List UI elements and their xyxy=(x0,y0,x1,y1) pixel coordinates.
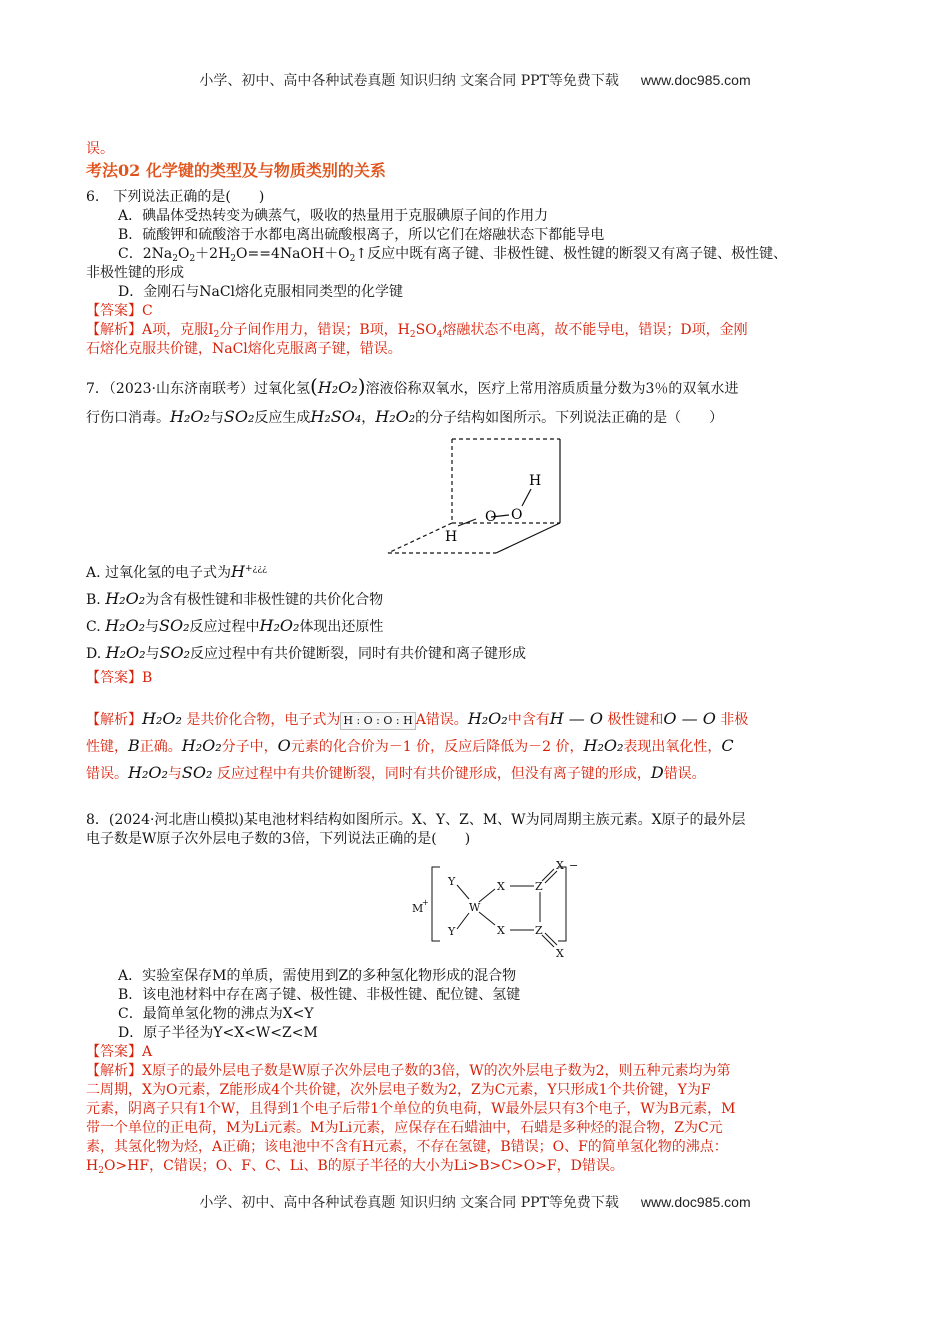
q8-analysis-line6: $H_2O>HF$，C错误；O、F、C、Li、B的原子半径的大小为Li>B>C>O>F，D错误。 xyxy=(86,1158,624,1176)
dot-formula-box: H : O : O : H xyxy=(340,712,415,730)
svg-text:−: − xyxy=(569,859,579,872)
h2o2-structure-figure xyxy=(86,433,866,559)
prev-tail: 误。 xyxy=(86,141,114,157)
q8-answer: 【答案】A xyxy=(86,1044,153,1060)
q6-analysis-line2: 石熔化克服共价键，NaCl熔化克服离子键，错误。 xyxy=(86,341,402,357)
svg-text:X: X xyxy=(497,924,505,937)
fig-h-top: H xyxy=(529,473,542,489)
svg-text:Y: Y xyxy=(448,925,456,938)
svg-text:X: X xyxy=(556,859,564,872)
q8-option-a: A．实验室保存M的单质，需使用到Z的多种氢化物形成的混合物 xyxy=(118,968,517,984)
q7-analysis-line3: 错误。H₂O₂与SO₂ 反应过程中有共价键断裂，同时有共价键形成，但没有离子键的形成，D错误。 xyxy=(86,763,706,782)
q7-option-d: D. H₂O₂与SO₂反应过程中有共价键断裂，同时有共价键和离子键形成 xyxy=(86,643,527,662)
question-8 xyxy=(86,811,866,1176)
fig-o-right: O xyxy=(511,507,523,523)
battery-material-figure xyxy=(86,849,866,967)
fig-o-left: O xyxy=(485,509,497,525)
svg-text:M: M xyxy=(412,902,424,915)
fig-h-bottom: H xyxy=(445,529,458,545)
q8-option-b: B．该电池材料中存在离子键、极性键、非极性键、配位键、氢键 xyxy=(118,987,521,1003)
svg-text:X: X xyxy=(556,947,564,960)
svg-text:Z: Z xyxy=(535,924,543,937)
q6-option-c: C．$2Na_2O_2+2H_2O==4NaOH+O_2↑$反应中既有离子键、非极性键、极性键的断裂又有离子键、极性键、 xyxy=(118,246,788,264)
header-site[interactable]: www.doc985.com xyxy=(640,72,751,88)
svg-text:Y: Y xyxy=(448,875,456,888)
q7-stem-line2: 行伤口消毒。H₂O₂与SO₂反应生成H₂SO₄，H₂O₂的分子结构如图所示。下列说法正确的是（ ） xyxy=(86,407,724,426)
page-header xyxy=(0,70,950,90)
q6-stem: 6. 下列说法正确的是( ) xyxy=(86,189,265,205)
q8-analysis: 【解析】X原子的最外层电子数是W原子次外层电子数的3倍，W的次外层电子数为2，则五种元素均为第 xyxy=(86,1063,731,1079)
q8-analysis-line3: 元素，阴离子只有1个W，且得到1个电子后带1个单位的负电荷，W最外层只有3个电子，W为B元素，M xyxy=(86,1101,736,1117)
svg-text:+: + xyxy=(422,898,429,907)
svg-text:X: X xyxy=(497,880,505,893)
q7-option-b: B. H₂O₂为含有极性键和非极性键的共价化合物 xyxy=(86,589,384,608)
q6-option-d: D．金刚石与NaCl熔化克服相同类型的化学键 xyxy=(118,284,404,300)
q7-analysis: 【解析】H₂O₂ 是共价化合物，电子式为 H : O : O : H A错误。H₂O₂中含有H — O 极性键和O — O 非极 xyxy=(86,709,749,728)
section-title: 考法02 化学键的类型及与物质类别的关系 xyxy=(86,161,386,180)
q6-option-c-line2: 非极性键的形成 xyxy=(86,265,184,281)
question-7 xyxy=(86,373,866,787)
question-6 xyxy=(86,188,866,359)
q7-answer: 【答案】B xyxy=(86,670,153,686)
svg-text:Z: Z xyxy=(535,880,543,893)
header-text: 小学、初中、高中各种试卷真题 知识归纳 文案合同 PPT等免费下载 xyxy=(199,73,619,89)
q8-analysis-line5: 素，其氢化物为烃，A正确；该电池中不含有H元素，不存在氢键，B错误；O、F的简单氢化物的沸点： xyxy=(86,1139,728,1155)
q8-analysis-line2: 二周期，X为O元素，Z能形成4个共价键，次外层电子数为2，Z为C元素，Y只形成1个共价键，Y为F xyxy=(86,1082,711,1098)
page-content xyxy=(86,140,866,1176)
q8-option-d: D．原子半径为Y<X<W<Z<M xyxy=(118,1025,318,1041)
q8-stem-line2: 电子数是W原子次外层电子数的3倍，下列说法正确的是( ) xyxy=(86,831,471,847)
q6-analysis: 【解析】A项，克服$I_2$分子间作用力，错误；B项，$H_2SO_4$熔融状态不电离，故不能导电，错误；D项，金刚 xyxy=(86,322,748,340)
footer-site[interactable]: www.doc985.com xyxy=(640,1194,751,1210)
q8-analysis-line4: 带一个单位的正电荷，M为Li元素。M为Li元素，应保存在石蜡油中，石蜡是多种烃的混合物，Z为C元 xyxy=(86,1120,723,1136)
svg-text:W: W xyxy=(469,901,481,914)
q6-answer: 【答案】C xyxy=(86,303,153,319)
q6-option-a: A．碘晶体受热转变为碘蒸气，吸收的热量用于克服碘原子间的作用力 xyxy=(118,208,549,224)
q8-option-c: C．最简单氢化物的沸点为X<Y xyxy=(118,1006,314,1022)
q7-option-c: C. H₂O₂与SO₂反应过程中H₂O₂体现出还原性 xyxy=(86,616,384,635)
q7-stem: 7．（2023·山东济南联考）过氧化氢(H₂O₂)溶液俗称双氧水，医疗上常用溶质质量分数为3％的双氧水进 xyxy=(86,374,739,398)
footer-text: 小学、初中、高中各种试卷真题 知识归纳 文案合同 PPT等免费下载 xyxy=(199,1195,619,1211)
page-footer xyxy=(0,1192,950,1212)
q7-option-a: A. 过氧化氢的电子式为H+¿¿¿ xyxy=(86,562,267,581)
q6-option-b: B．硫酸钾和硫酸溶于水都电离出硫酸根离子，所以它们在熔融状态下都能导电 xyxy=(118,227,605,243)
q7-analysis-line2: 性键，B正确。H₂O₂分子中，O元素的化合价为－1 价，反应后降低为－2 价，H₂O₂表现出氧化性，C xyxy=(86,736,734,755)
q8-stem: 8．(2024·河北唐山模拟)某电池材料结构如图所示。X、Y、Z、M、W为同周期主族元素。X原子的最外层 xyxy=(86,812,746,828)
